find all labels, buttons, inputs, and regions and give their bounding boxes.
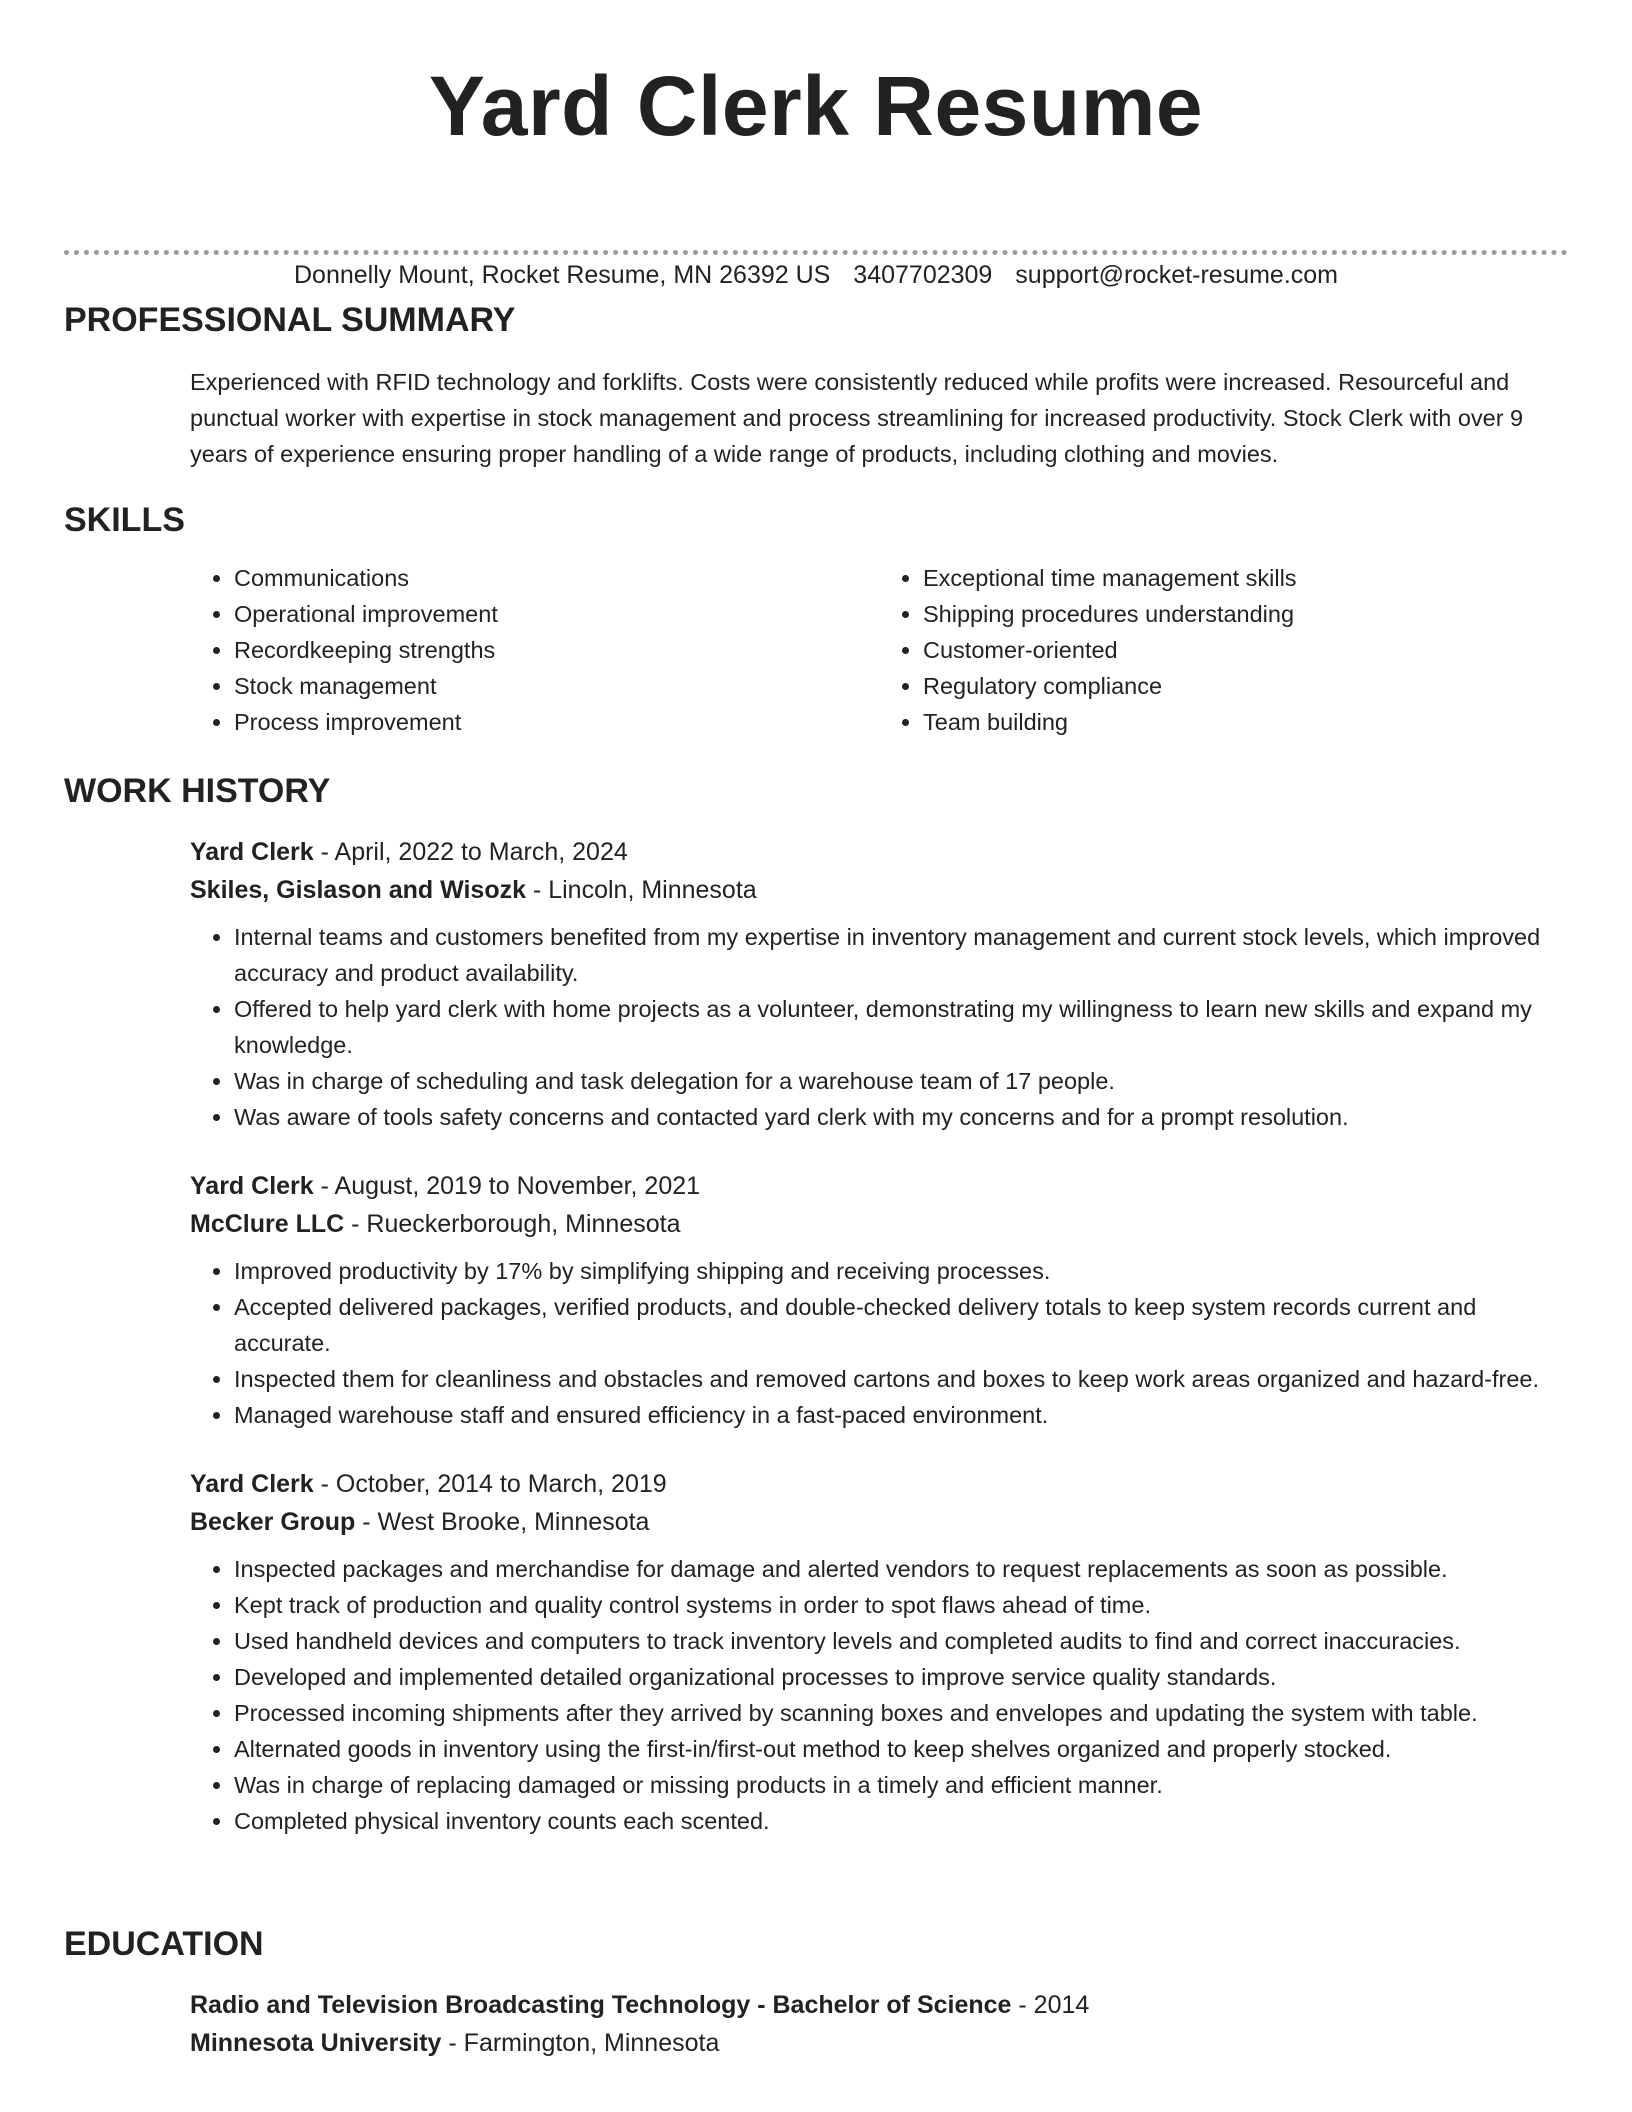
job-bullet: • Managed warehouse staff and ensured efficiency in a fast-paced environment. — [234, 1397, 1568, 1433]
job-company-line — [190, 871, 1568, 909]
job-company-line — [190, 1503, 1568, 1541]
summary-heading: PROFESSIONAL SUMMARY — [64, 301, 516, 339]
job-location: - West Brooke, Minnesota — [355, 1508, 650, 1536]
job-bullet: • Was in charge of scheduling and task delegation for a warehouse team of 17 people. — [234, 1063, 1568, 1099]
job-title-line — [190, 1167, 1568, 1205]
work-history-heading: WORK HISTORY — [64, 772, 331, 810]
education-school-line — [190, 2024, 1568, 2062]
job-bullet: • Completed physical inventory counts each scented. — [234, 1803, 1568, 1839]
skill-item: • Shipping procedures understanding — [923, 596, 1568, 632]
job-title: Yard Clerk — [190, 1470, 314, 1498]
job-bullet: • Processed incoming shipments after they arrived by scanning boxes and envelopes and updating the system with table. — [234, 1695, 1568, 1731]
job-entry — [190, 1167, 1568, 1433]
education-location: - Farmington, Minnesota — [441, 2029, 720, 2057]
summary-section — [64, 300, 1568, 472]
job-entry — [190, 833, 1568, 1135]
contact-address: Donnelly Mount, Rocket Resume, MN 26392 US — [293, 261, 831, 289]
skill-item: • Communications — [234, 560, 879, 596]
job-bullet: • Inspected packages and merchandise for damage and alerted vendors to request replacements as soon as possible. — [234, 1551, 1568, 1587]
skills-list — [190, 560, 1568, 740]
job-bullet: • Improved productivity by 17% by simplifying shipping and receiving processes. — [234, 1253, 1568, 1289]
job-bullet: • Was aware of tools safety concerns and contacted yard clerk with my concerns and for a prompt resolution. — [234, 1099, 1568, 1135]
work-history-section — [64, 771, 1568, 1839]
job-company: Becker Group — [190, 1508, 356, 1536]
job-dates: - August, 2019 to November, 2021 — [313, 1172, 701, 1200]
education-degree: Radio and Television Broadcasting Technology - Bachelor of Science — [190, 1991, 1012, 2019]
skill-item: • Recordkeeping strengths — [234, 632, 879, 668]
job-company: Skiles, Gislason and Wisozk — [190, 876, 526, 904]
job-title-line — [190, 833, 1568, 871]
job-bullet: • Alternated goods in inventory using the first-in/first-out method to keep shelves organized and properly stocked. — [234, 1731, 1568, 1767]
resume-title: Yard Clerk Resume — [428, 59, 1204, 153]
job-bullet: • Offered to help yard clerk with home projects as a volunteer, demonstrating my willingness to learn new skills and expand my knowledge. — [234, 991, 1568, 1063]
job-location: - Rueckerborough, Minnesota — [344, 1210, 681, 1238]
contact-email: support@rocket-resume.com — [1015, 261, 1339, 289]
job-bullets — [190, 1253, 1568, 1433]
job-bullet: • Internal teams and customers benefited from my expertise in inventory management and current stock levels, which improved accuracy and product availability. — [234, 919, 1568, 991]
skill-item: • Stock management — [234, 668, 879, 704]
skill-item: • Operational improvement — [234, 596, 879, 632]
job-dates: - April, 2022 to March, 2024 — [313, 838, 628, 866]
skills-right-column — [879, 560, 1568, 740]
job-bullet: • Accepted delivered packages, verified products, and double-checked delivery totals to keep system records current and accurate. — [234, 1289, 1568, 1361]
job-location: - Lincoln, Minnesota — [526, 876, 757, 904]
skills-left-column — [190, 560, 879, 740]
education-degree-line — [190, 1986, 1568, 2024]
summary-text: Experienced with RFID technology and forklifts. Costs were consistently reduced while profits were increased. Resourceful and punctual worker with expertise in stock management and process streamlining for increased productivity. Stock Clerk with over 9 years of experience ensuring proper handling of a wide range of products, including clothing and movies. — [190, 369, 1524, 467]
skill-item: • Exceptional time management skills — [923, 560, 1568, 596]
skill-item: • Regulatory compliance — [923, 668, 1568, 704]
skill-item: • Process improvement — [234, 704, 879, 740]
job-company-line — [190, 1205, 1568, 1243]
job-bullet: • Inspected them for cleanliness and obstacles and removed cartons and boxes to keep work areas organized and hazard-free. — [234, 1361, 1568, 1397]
job-bullets — [190, 1551, 1568, 1839]
skills-section — [64, 500, 1568, 740]
skill-item: • Team building — [923, 704, 1568, 740]
job-title-line — [190, 1465, 1568, 1503]
job-bullet: • Used handheld devices and computers to track inventory levels and completed audits to find and correct inaccuracies. — [234, 1623, 1568, 1659]
job-company: McClure LLC — [190, 1210, 345, 1238]
job-entry — [190, 1465, 1568, 1839]
education-heading: EDUCATION — [64, 1925, 264, 1963]
job-bullets — [190, 919, 1568, 1135]
education-school: Minnesota University — [190, 2029, 442, 2057]
skill-item: • Customer-oriented — [923, 632, 1568, 668]
header-divider — [64, 250, 1568, 255]
contact-phone: 3407702309 — [853, 261, 993, 289]
job-bullet: • Developed and implemented detailed organizational processes to improve service quality standards. — [234, 1659, 1568, 1695]
job-dates: - October, 2014 to March, 2019 — [313, 1470, 667, 1498]
education-year: - 2014 — [1011, 1991, 1090, 2019]
education-entry — [190, 1986, 1568, 2062]
job-title: Yard Clerk — [190, 1172, 314, 1200]
education-section — [64, 1924, 1568, 2062]
job-bullet: • Kept track of production and quality control systems in order to spot flaws ahead of time. — [234, 1587, 1568, 1623]
contact-line — [0, 260, 1632, 290]
job-title: Yard Clerk — [190, 838, 314, 866]
job-bullet: • Was in charge of replacing damaged or missing products in a timely and efficient manner. — [234, 1767, 1568, 1803]
skills-heading: SKILLS — [64, 501, 185, 539]
